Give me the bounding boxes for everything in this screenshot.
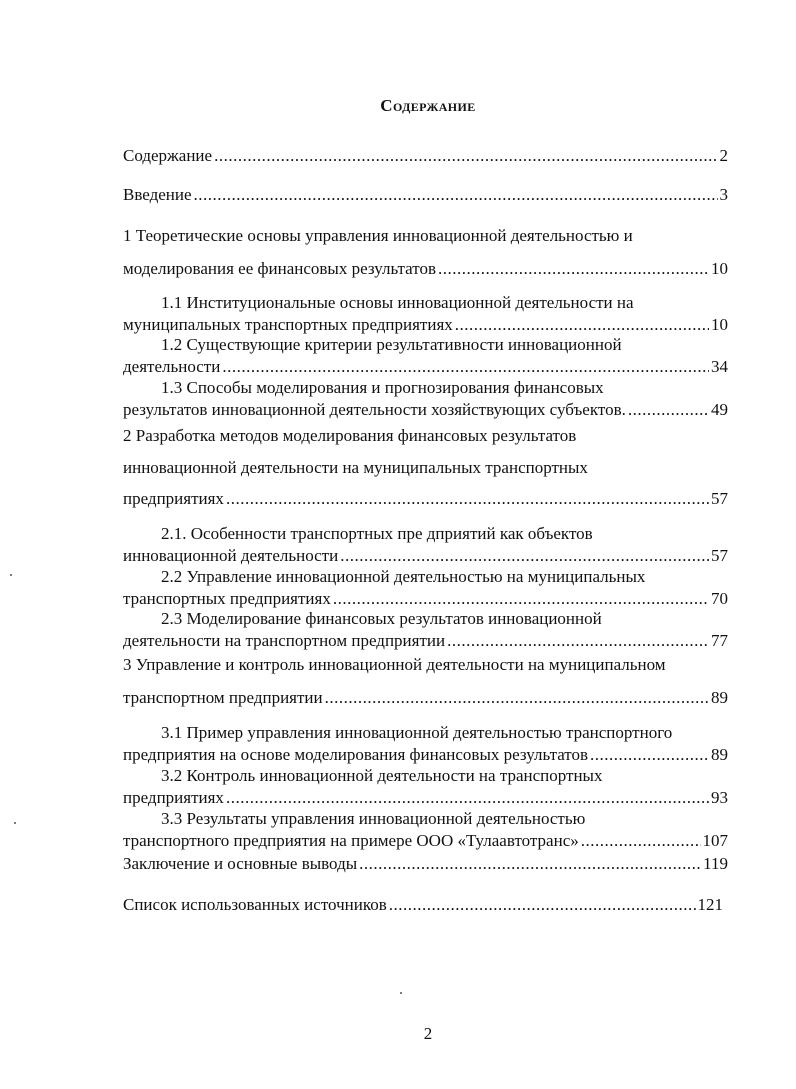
toc-page-number: 119 (703, 854, 728, 873)
toc-entry-text: 1.1 Институциональные основы инновационной деятельности на (161, 293, 634, 312)
toc-entry-chapter-2-cont (123, 457, 728, 479)
toc-entry-text: 3.1 Пример управления инновационной деятельностью транспортного (161, 723, 673, 742)
toc-entry-text: 3.2 Контроль инновационной деятельности на транспортных (161, 766, 603, 785)
toc-line (123, 687, 728, 709)
dot-leader (325, 687, 709, 709)
dot-leader (455, 314, 709, 336)
toc-line (123, 258, 728, 280)
toc-entry-text: предприятиях (123, 788, 224, 807)
dot-leader (226, 787, 709, 809)
toc-page-number: 57 (711, 489, 728, 508)
toc-page-number: 121 (697, 895, 723, 914)
toc-entry-text: моделирования ее финансовых результатов (123, 259, 437, 278)
dot-leader (340, 545, 709, 567)
toc-page-number: 93 (711, 788, 728, 807)
toc-line (123, 744, 728, 766)
toc-entry-contents (123, 145, 728, 167)
toc-page-number: 49 (711, 400, 728, 419)
scan-speck (10, 574, 12, 576)
toc-entry-text: Введение (123, 185, 192, 204)
toc-entry-text: 3 Управление и контроль инновационной деятельности на муниципальном (123, 655, 666, 674)
toc-entry-chapter-2-cont2 (123, 488, 728, 510)
toc-entry-introduction (123, 184, 728, 206)
dot-leader (389, 894, 696, 916)
toc-entry-text: инновационной деятельности на муниципальных транспортных (123, 458, 588, 477)
toc-line (123, 425, 728, 447)
toc-entry-text: 1.3 Способы моделирования и прогнозирования финансовых (161, 378, 604, 397)
toc-entry-section-1-1 (123, 292, 728, 336)
toc-line (123, 184, 728, 206)
toc-entry-text: деятельности (123, 357, 221, 376)
toc-entry-text: предприятия на основе моделирования финансовых результатов (123, 745, 589, 764)
toc-entry-text: результатов инновационной деятельности хозяйствующих субъектов. (123, 400, 626, 419)
page-title: Содержание (380, 96, 476, 115)
toc-entry-conclusion (123, 853, 728, 875)
toc-line (123, 808, 728, 830)
toc-entry-text: транспортных предприятиях (123, 589, 331, 608)
dot-leader (214, 145, 717, 167)
dot-leader (628, 399, 709, 421)
toc-entry-text: Заключение и основные выводы (123, 854, 358, 873)
toc-page-number: 10 (711, 315, 728, 334)
toc-page-number: 107 (702, 831, 728, 850)
toc-entry-chapter-3 (123, 654, 728, 676)
toc-entry-chapter-1 (123, 225, 728, 247)
page-number: 2 (423, 1024, 433, 1043)
toc-entry-chapter-3-cont (123, 687, 728, 709)
toc-line (123, 654, 728, 676)
toc-entry-section-2-3 (123, 608, 728, 652)
toc-line (123, 588, 728, 610)
toc-page-number: 34 (711, 357, 728, 376)
toc-page-number: 2 (719, 146, 728, 165)
scan-speck (400, 992, 402, 994)
dot-leader (581, 830, 701, 852)
toc-entry-text: 2.2 Управление инновационной деятельностью на муниципальных (161, 567, 646, 586)
toc-entry-chapter-2 (123, 425, 728, 447)
toc-entry-text: транспортного предприятия на примере ООО «Тулаавтотранс» (123, 831, 579, 850)
toc-line (123, 608, 728, 630)
toc-line (123, 566, 728, 588)
toc-entry-text: 2.1. Особенности транспортных пре дприятий как объектов (161, 524, 593, 543)
toc-entry-text: 2.3 Моделирование финансовых результатов инновационной (161, 609, 602, 628)
toc-line (123, 399, 728, 421)
toc-line (123, 457, 728, 479)
toc-entry-section-3-3 (123, 808, 728, 852)
toc-entry-section-1-3 (123, 377, 728, 421)
toc-entry-text: 3.3 Результаты управления инновационной деятельностью (161, 809, 586, 828)
toc-page-number: 89 (711, 688, 728, 707)
toc-line (123, 523, 728, 545)
toc-page-number: 3 (719, 185, 728, 204)
toc-entry-text: 1 Теоретические основы управления инновационной деятельностью и (123, 226, 633, 245)
dot-leader (438, 258, 709, 280)
toc-line (123, 356, 728, 378)
toc-line (123, 225, 728, 247)
toc-entry-text: 2 Разработка методов моделирования финансовых результатов (123, 426, 577, 445)
toc-entry-text: Содержание (123, 146, 213, 165)
toc-line (123, 292, 728, 314)
toc-entry-section-2-1 (123, 523, 728, 567)
toc-line (123, 630, 728, 652)
toc-entry-section-3-1 (123, 722, 728, 766)
toc-entry-section-2-2 (123, 566, 728, 610)
toc-line (123, 722, 728, 744)
toc-entry-text: инновационной деятельности (123, 546, 339, 565)
toc-line (123, 765, 728, 787)
dot-leader (447, 630, 709, 652)
toc-line (123, 314, 728, 336)
toc-entry-chapter-1-cont (123, 258, 728, 280)
scan-speck (14, 822, 16, 824)
toc-entry-references (123, 894, 723, 916)
dot-leader (226, 488, 709, 510)
toc-line (123, 545, 728, 567)
toc-line (123, 334, 728, 356)
toc-entry-text: предприятиях (123, 489, 224, 508)
toc-page-number: 57 (711, 546, 728, 565)
toc-entry-text: 1.2 Существующие критерии результативности инновационной (161, 335, 622, 354)
toc-line (123, 377, 728, 399)
toc-page-number: 10 (711, 259, 728, 278)
dot-leader (590, 744, 709, 766)
toc-line (123, 145, 728, 167)
toc-line (123, 853, 728, 875)
toc-line (123, 787, 728, 809)
dot-leader (359, 853, 701, 875)
dot-leader (194, 184, 718, 206)
toc-line (123, 488, 728, 510)
toc-entry-text: транспортном предприятии (123, 688, 323, 707)
toc-line (123, 830, 728, 852)
dot-leader (222, 356, 709, 378)
toc-entry-text: Список использованных источников (123, 895, 387, 914)
toc-entry-section-1-2 (123, 334, 728, 378)
toc-page-number: 77 (711, 631, 728, 650)
toc-entry-text: деятельности на транспортном предприятии (123, 631, 446, 650)
toc-page-number: 89 (711, 745, 728, 764)
toc-entry-text: муниципальных транспортных предприятиях (123, 315, 453, 334)
toc-page-number: 70 (711, 589, 728, 608)
dot-leader (333, 588, 709, 610)
toc-line (123, 894, 723, 916)
toc-entry-section-3-2 (123, 765, 728, 809)
